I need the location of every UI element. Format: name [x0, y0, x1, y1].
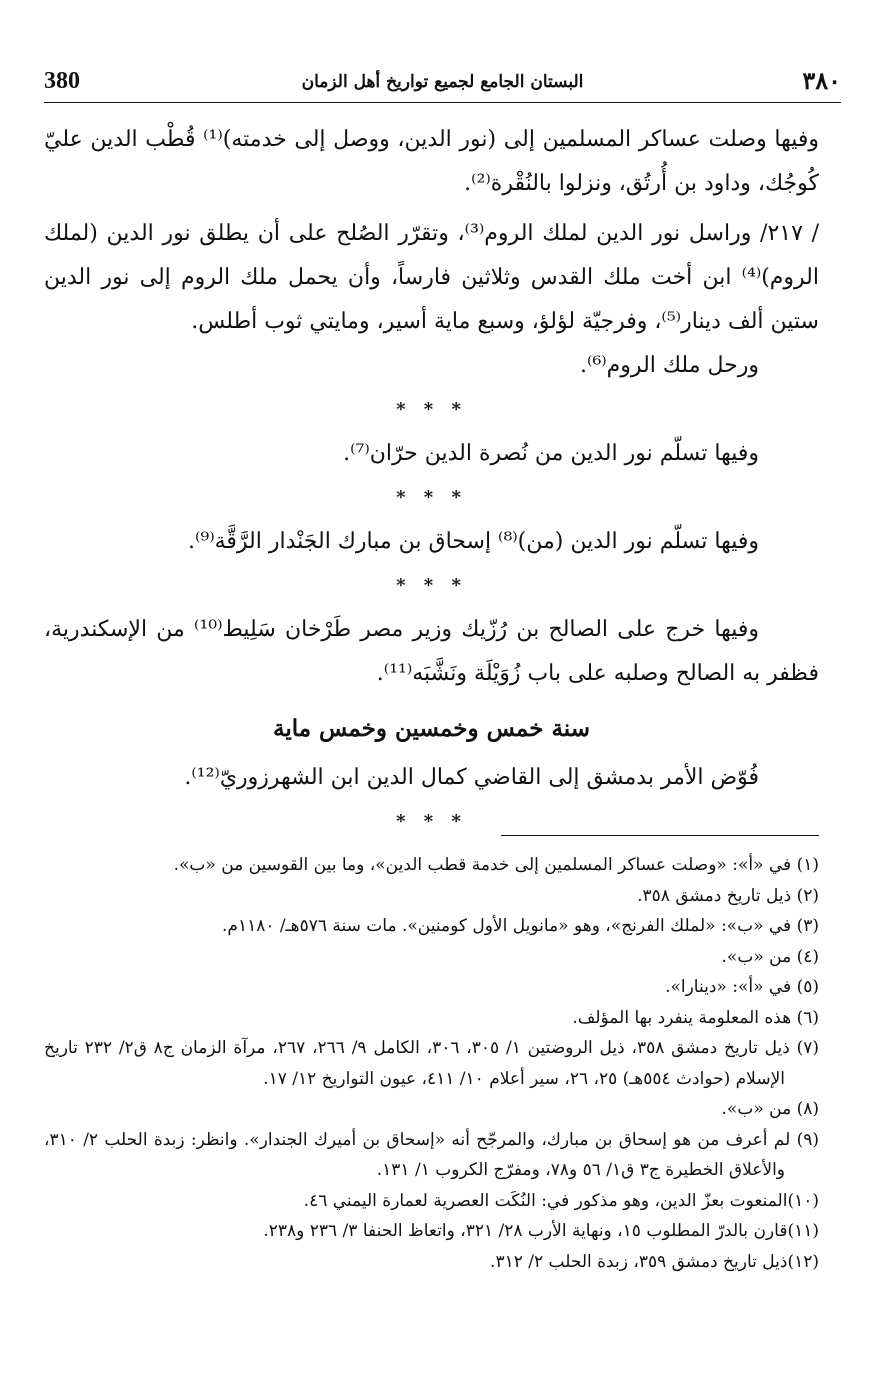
paragraph: وفيها تسلّم نور الدين (من)⁽⁸⁾ إسحاق بن مبارك الجَنْدار الرَّقَّة⁽⁹⁾. — [187, 529, 759, 554]
page-header — [44, 62, 841, 103]
paragraph: وفيها وصلت عساكر المسلمين إلى (نور الدين، ووصل إلى خدمته)⁽¹⁾ قُطْب الدين عليّ كُوجُك، وداود بن أُرتُق، ونزلوا بالنُقْرة⁽²⁾. — [44, 127, 819, 196]
footnote: (١) في «أ»: «وصلت عساكر المسلمين إلى خدمة قطب الدين»، وما بين القوسين من «ب». — [173, 855, 819, 875]
footnote: (٧) ذيل تاريخ دمشق ٣٥٨، ذيل الروضتين ١/ ٣٠٥، ٣٠٦، الكامل ٩/ ٢٦٦، ٢٦٧، مرآة الزمان ج٨ ق٢/ ٢٣٢ تاريخ الإسلام (حوادث ٥٥٤هـ) ٢٥، ٢٦، سير أعلام ١٠/ ٤١١، عيون التواريخ ١٢/ ١٧. — [44, 1038, 819, 1089]
paragraph: ورحل ملك الروم⁽⁶⁾. — [580, 353, 759, 378]
section-separator: * * * — [396, 399, 467, 420]
footnote: (٩) لم أعرف من هو إسحاق بن مبارك، والمرجّح أنه «إسحاق بن أميرك الجندار». وانظر: زبدة الحلب ٢/ ٣١٠، والأعلاق الخطيرة ج٣ ق١/ ٥٦ و٧٨، ومفرّج الكروب ١/ ١٣١. — [44, 1129, 819, 1180]
footnote: (٤) من «ب». — [721, 946, 819, 967]
year-heading: سنة خمس وخمسين وخمس ماية — [272, 715, 590, 742]
paragraph: / ٢١٧/ وراسل نور الدين لملك الروم⁽³⁾، وتقرّر الصُلح على أن يطلق نور الدين (لملك الروم)⁽⁴⁾ ابن أخت ملك القدس وثلاثين فارساً، وأن يحمل ملك الروم إلى نور الدين ستين ألف دينار⁽⁵⁾، وفرجيّة لؤلؤ، وسبع ماية أسير، ومايتي ثوب أطلس. — [44, 221, 820, 334]
footnotes — [44, 850, 819, 1277]
section-separator: * * * — [396, 811, 467, 832]
footnote: (١١)قارن بالدرّ المطلوب ١٥، ونهاية الأرب ٢٨/ ٣٢١، واتعاظ الحنفا ٣/ ٢٣٦ و٢٣٨. — [263, 1221, 819, 1241]
footnote: (٨) من «ب». — [721, 1099, 819, 1119]
paragraph: فُوّض الأمر بدمشق إلى القاضي كمال الدين ابن الشهرزوريّ⁽¹²⁾. — [184, 765, 759, 790]
paragraph: وفيها خرج على الصالح بن رُزّيك وزير مصر طَرْخان سَلِيط⁽¹⁰⁾ من الإسكندرية، فظفر به الصالح وصلبه على باب زُوَيْلَة ونَشَّبَه⁽¹¹⁾. — [44, 617, 819, 686]
section-separator: * * * — [396, 487, 467, 508]
footnote: (١٠)المنعوت بعزّ الدين، وهو مذكور في: النُكَت العصرية لعمارة اليمني ٤٦. — [303, 1190, 819, 1211]
section-separator: * * * — [396, 575, 467, 596]
footnote: (٥) في «أ»: «دينارا». — [665, 977, 819, 997]
footnote: (٦) هذه المعلومة ينفرد بها المؤلف. — [572, 1007, 819, 1028]
footnote: (١٢)ذيل تاريخ دمشق ٣٥٩، زبدة الحلب ٢/ ٣١٢. — [490, 1251, 819, 1272]
page-number-latin: 380 — [44, 68, 80, 94]
main-text — [44, 118, 819, 844]
footnote: (٣) في «ب»: «لملك الفرنج»، وهو «مانويل الأول كومنين». مات سنة ٥٧٦هـ/ ١١٨٠م. — [222, 916, 819, 936]
running-title: البستان الجامع لجميع تواريخ أهل الزمان — [301, 72, 584, 92]
paragraph: وفيها تسلّم نور الدين من نُصرة الدين حرّان⁽⁷⁾. — [343, 441, 759, 466]
page-number-arabic: ٣٨٠ — [802, 66, 841, 95]
footnote-rule — [501, 835, 819, 836]
footnote: (٢) ذيل تاريخ دمشق ٣٥٨. — [637, 885, 819, 906]
